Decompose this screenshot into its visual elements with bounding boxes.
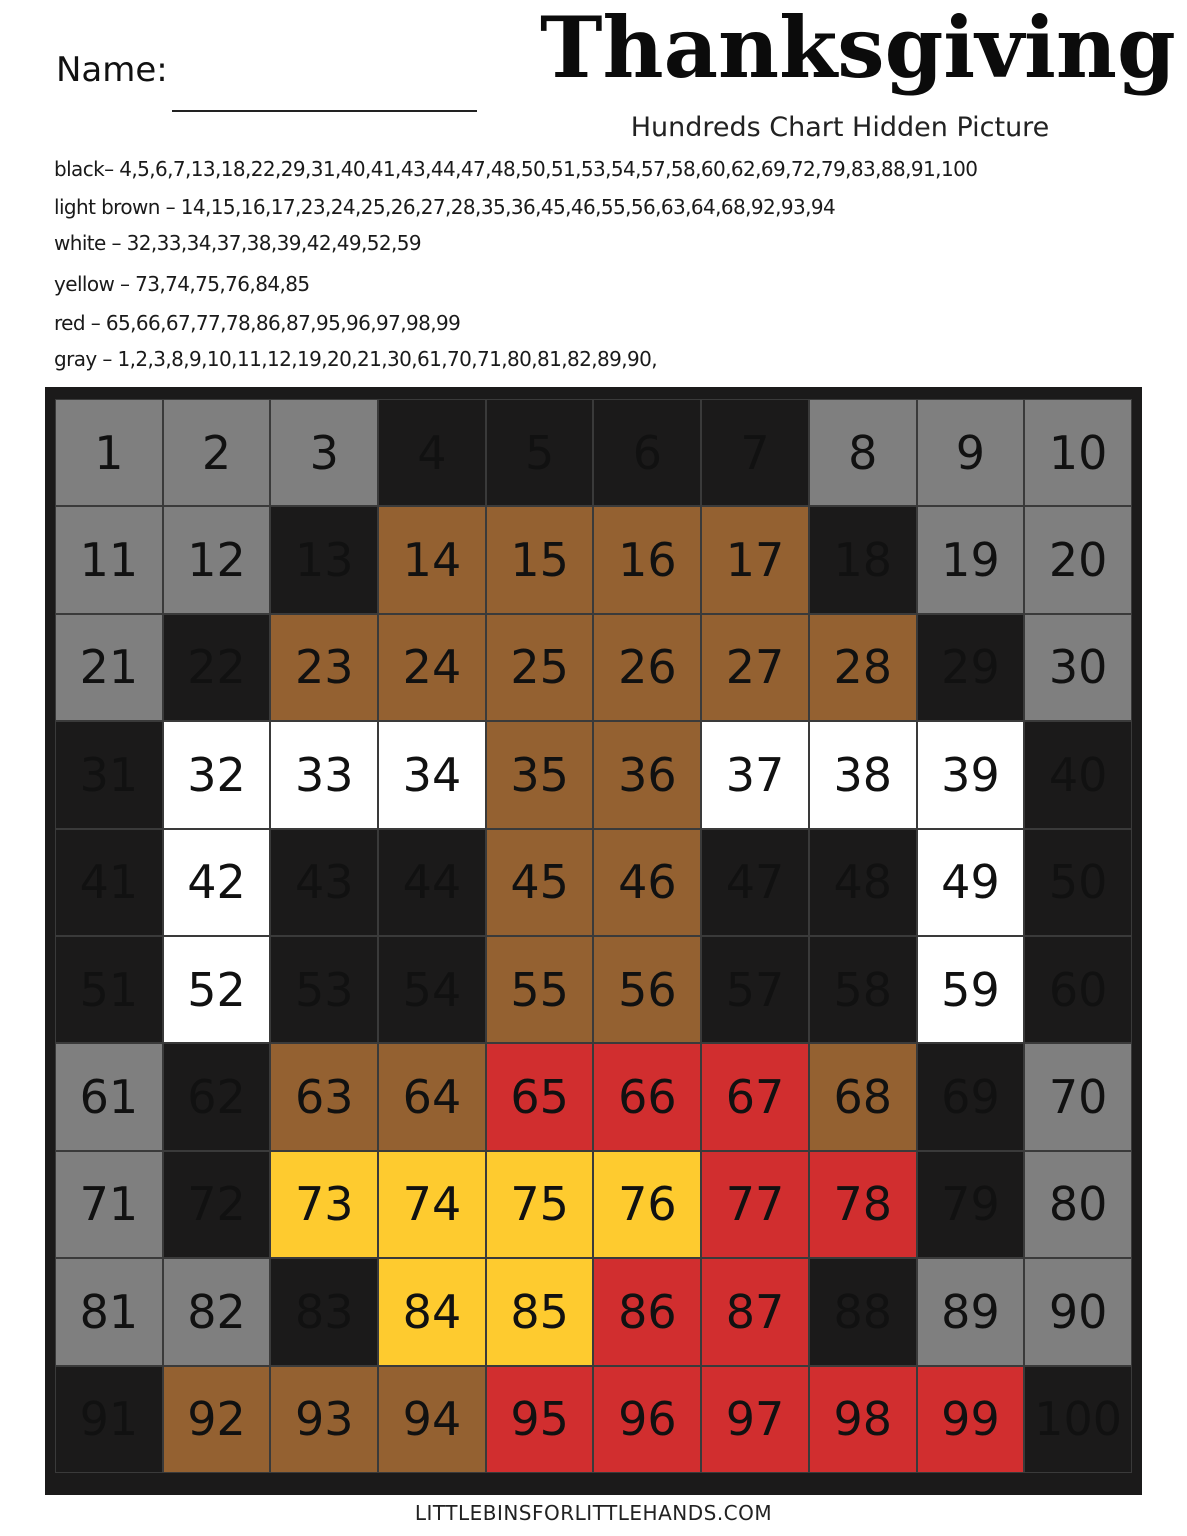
grid-cell[interactable]: 30 xyxy=(1024,614,1132,721)
grid-cell[interactable]: 57 xyxy=(701,936,809,1043)
grid-cell[interactable]: 25 xyxy=(486,614,594,721)
grid-cell[interactable]: 31 xyxy=(55,721,163,828)
grid-cell[interactable]: 35 xyxy=(486,721,594,828)
grid-cell[interactable]: 58 xyxy=(809,936,917,1043)
name-line[interactable] xyxy=(172,110,477,112)
grid-cell[interactable]: 54 xyxy=(378,936,486,1043)
grid-cell[interactable]: 45 xyxy=(486,829,594,936)
grid-cell[interactable]: 91 xyxy=(55,1366,163,1473)
grid-cell[interactable]: 16 xyxy=(593,506,701,613)
grid-cell[interactable]: 70 xyxy=(1024,1043,1132,1150)
grid-cell[interactable]: 93 xyxy=(270,1366,378,1473)
grid-cell[interactable]: 33 xyxy=(270,721,378,828)
grid-cell[interactable]: 12 xyxy=(163,506,271,613)
grid-cell[interactable]: 60 xyxy=(1024,936,1132,1043)
grid-cell[interactable]: 13 xyxy=(270,506,378,613)
key-white: white – 32,33,34,37,38,39,42,49,52,59 xyxy=(54,231,421,255)
grid-cell[interactable]: 48 xyxy=(809,829,917,936)
grid-cell[interactable]: 82 xyxy=(163,1258,271,1365)
grid-cell[interactable]: 42 xyxy=(163,829,271,936)
grid-cell[interactable]: 37 xyxy=(701,721,809,828)
grid-cell[interactable]: 76 xyxy=(593,1151,701,1258)
name-label: Name: xyxy=(56,50,168,90)
grid-cell[interactable]: 27 xyxy=(701,614,809,721)
grid-cell[interactable]: 7 xyxy=(701,399,809,506)
grid-cell[interactable]: 92 xyxy=(163,1366,271,1473)
grid-cell[interactable]: 40 xyxy=(1024,721,1132,828)
grid-cell[interactable]: 1 xyxy=(55,399,163,506)
grid-cell[interactable]: 38 xyxy=(809,721,917,828)
grid-cell[interactable]: 72 xyxy=(163,1151,271,1258)
grid-cell[interactable]: 51 xyxy=(55,936,163,1043)
grid-cell[interactable]: 65 xyxy=(486,1043,594,1150)
grid-cell[interactable]: 63 xyxy=(270,1043,378,1150)
grid-cell[interactable]: 56 xyxy=(593,936,701,1043)
grid-cell[interactable]: 67 xyxy=(701,1043,809,1150)
grid-cell[interactable]: 34 xyxy=(378,721,486,828)
grid-cell[interactable]: 32 xyxy=(163,721,271,828)
key-yellow: yellow – 73,74,75,76,84,85 xyxy=(54,272,310,296)
grid-cell[interactable]: 2 xyxy=(163,399,271,506)
grid-cell[interactable]: 39 xyxy=(917,721,1025,828)
grid-cell[interactable]: 90 xyxy=(1024,1258,1132,1365)
grid-cell[interactable]: 71 xyxy=(55,1151,163,1258)
grid-cell[interactable]: 68 xyxy=(809,1043,917,1150)
grid-cell[interactable]: 10 xyxy=(1024,399,1132,506)
grid-cell[interactable]: 9 xyxy=(917,399,1025,506)
grid-cell[interactable]: 85 xyxy=(486,1258,594,1365)
grid-cell[interactable]: 73 xyxy=(270,1151,378,1258)
grid-cell[interactable]: 26 xyxy=(593,614,701,721)
grid-cell[interactable]: 20 xyxy=(1024,506,1132,613)
grid-cell[interactable]: 23 xyxy=(270,614,378,721)
grid-cell[interactable]: 84 xyxy=(378,1258,486,1365)
page-title: Thanksgiving xyxy=(540,0,1176,97)
grid-cell[interactable]: 66 xyxy=(593,1043,701,1150)
grid-cell[interactable]: 55 xyxy=(486,936,594,1043)
grid-cell[interactable]: 21 xyxy=(55,614,163,721)
grid-cell[interactable]: 8 xyxy=(809,399,917,506)
grid-cell[interactable]: 77 xyxy=(701,1151,809,1258)
grid-cell[interactable]: 88 xyxy=(809,1258,917,1365)
grid-cell[interactable]: 81 xyxy=(55,1258,163,1365)
grid-cell[interactable]: 87 xyxy=(701,1258,809,1365)
key-light-brown: light brown – 14,15,16,17,23,24,25,26,27,28,35,36,45,46,55,56,63,64,68,92,93,94 xyxy=(54,195,836,219)
grid-cell[interactable]: 62 xyxy=(163,1043,271,1150)
grid-cell[interactable]: 64 xyxy=(378,1043,486,1150)
grid-cell[interactable]: 3 xyxy=(270,399,378,506)
grid-cell[interactable]: 29 xyxy=(917,614,1025,721)
name-field-row xyxy=(56,50,477,90)
key-red: red – 65,66,67,77,78,86,87,95,96,97,98,99 xyxy=(54,311,461,335)
grid-cell[interactable]: 49 xyxy=(917,829,1025,936)
grid-cell[interactable]: 69 xyxy=(917,1043,1025,1150)
grid-cell[interactable]: 41 xyxy=(55,829,163,936)
grid-cell[interactable]: 94 xyxy=(378,1366,486,1473)
grid-cell[interactable]: 17 xyxy=(701,506,809,613)
grid-cell[interactable]: 79 xyxy=(917,1151,1025,1258)
grid-cell[interactable]: 61 xyxy=(55,1043,163,1150)
key-black: black– 4,5,6,7,13,18,22,29,31,40,41,43,44,47,48,50,51,53,54,57,58,60,62,69,72,79,83,88,91,100 xyxy=(54,157,978,181)
grid-cell[interactable]: 11 xyxy=(55,506,163,613)
grid-cell[interactable]: 78 xyxy=(809,1151,917,1258)
grid-cell[interactable]: 47 xyxy=(701,829,809,936)
grid-cell[interactable]: 98 xyxy=(809,1366,917,1473)
hundreds-grid xyxy=(55,399,1132,1473)
grid-cell[interactable]: 18 xyxy=(809,506,917,613)
page-subtitle: Hundreds Chart Hidden Picture xyxy=(630,112,1050,143)
grid-cell[interactable]: 44 xyxy=(378,829,486,936)
grid-cell[interactable]: 46 xyxy=(593,829,701,936)
grid-cell[interactable]: 59 xyxy=(917,936,1025,1043)
grid-cell[interactable]: 75 xyxy=(486,1151,594,1258)
hundreds-chart xyxy=(45,387,1142,1495)
grid-cell[interactable]: 24 xyxy=(378,614,486,721)
grid-cell[interactable]: 53 xyxy=(270,936,378,1043)
grid-cell[interactable]: 50 xyxy=(1024,829,1132,936)
grid-cell[interactable]: 89 xyxy=(917,1258,1025,1365)
grid-cell[interactable]: 15 xyxy=(486,506,594,613)
grid-cell[interactable]: 86 xyxy=(593,1258,701,1365)
grid-cell[interactable]: 52 xyxy=(163,936,271,1043)
grid-cell[interactable]: 74 xyxy=(378,1151,486,1258)
grid-cell[interactable]: 99 xyxy=(917,1366,1025,1473)
grid-cell[interactable]: 83 xyxy=(270,1258,378,1365)
grid-cell[interactable]: 80 xyxy=(1024,1151,1132,1258)
grid-cell[interactable]: 5 xyxy=(486,399,594,506)
grid-cell[interactable]: 36 xyxy=(593,721,701,828)
grid-cell[interactable]: 19 xyxy=(917,506,1025,613)
key-gray: gray – 1,2,3,8,9,10,11,12,19,20,21,30,61,70,71,80,81,82,89,90, xyxy=(54,347,658,371)
grid-cell[interactable]: 95 xyxy=(486,1366,594,1473)
grid-cell[interactable]: 28 xyxy=(809,614,917,721)
grid-cell[interactable]: 96 xyxy=(593,1366,701,1473)
grid-cell[interactable]: 22 xyxy=(163,614,271,721)
grid-cell[interactable]: 6 xyxy=(593,399,701,506)
grid-cell[interactable]: 43 xyxy=(270,829,378,936)
grid-cell[interactable]: 97 xyxy=(701,1366,809,1473)
grid-cell[interactable]: 100 xyxy=(1024,1366,1132,1473)
footer-website: LITTLEBINSFORLITTLEHANDS.COM xyxy=(414,1501,773,1525)
grid-cell[interactable]: 4 xyxy=(378,399,486,506)
grid-cell[interactable]: 14 xyxy=(378,506,486,613)
